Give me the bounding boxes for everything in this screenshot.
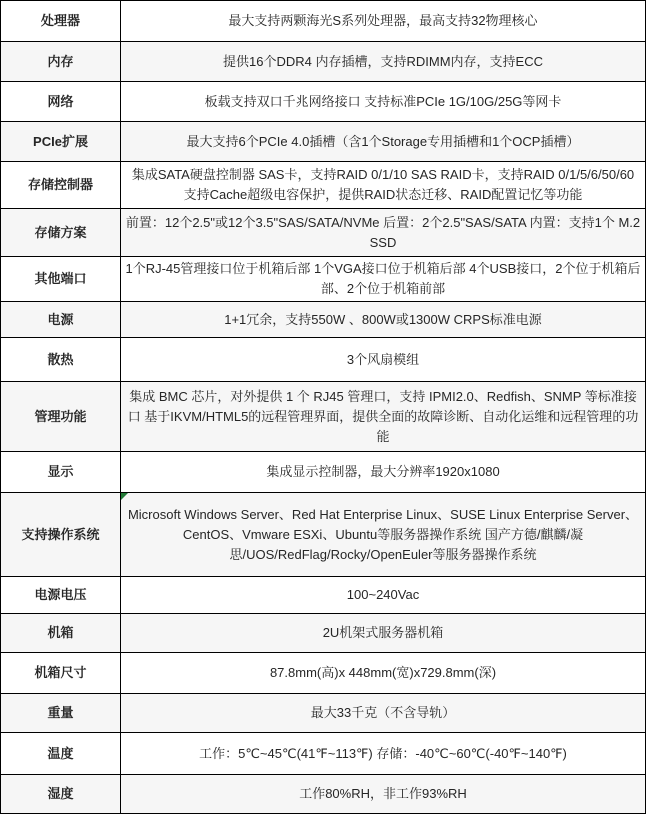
spec-label: 存储方案 bbox=[1, 209, 121, 257]
spec-label: 重量 bbox=[1, 694, 121, 733]
spec-label: 湿度 bbox=[1, 775, 121, 814]
spec-value: 3个风扇模组 bbox=[121, 338, 646, 382]
spec-label: 显示 bbox=[1, 452, 121, 493]
spec-label: 管理功能 bbox=[1, 382, 121, 452]
table-row-storage-controller bbox=[1, 162, 646, 209]
table-row-power bbox=[1, 302, 646, 338]
spec-value: 集成 BMC 芯片，对外提供 1 个 RJ45 管理口，支持 IPMI2.0、Redfish、SNMP 等标准接口 基于IKVM/HTML5的远程管理界面，提供全面的故障诊断、自动化运维和远程管理的功能 bbox=[121, 382, 646, 452]
spec-value: 87.8mm(高)x 448mm(宽)x729.8mm(深) bbox=[121, 653, 646, 694]
spec-label: 散热 bbox=[1, 338, 121, 382]
spec-value-text: Microsoft Windows Server、Red Hat Enterprise Linux、SUSE Linux Enterprise Server、CentOS、Vmware ESXi、Ubuntu等服务器操作系统 国产方德/麒麟/凝思/UOS/RedFlag/Rocky/OpenEuler等服务器操作系统 bbox=[127, 506, 639, 562]
spec-value bbox=[121, 493, 646, 577]
spec-label: 内存 bbox=[1, 42, 121, 82]
spec-value: 最大33千克（不含导轨） bbox=[121, 694, 646, 733]
spec-label: 温度 bbox=[1, 733, 121, 775]
spec-label: 网络 bbox=[1, 82, 121, 122]
table-row-processor bbox=[1, 1, 646, 42]
table-row-chassis-size bbox=[1, 653, 646, 694]
cell-corner-flag-icon bbox=[121, 493, 128, 500]
table-row-humidity bbox=[1, 775, 646, 814]
spec-value: 最大支持6个PCIe 4.0插槽（含1个Storage专用插槽和1个OCP插槽） bbox=[121, 122, 646, 162]
spec-value: 提供16个DDR4 内存插槽，支持RDIMM内存，支持ECC bbox=[121, 42, 646, 82]
spec-value: 最大支持两颗海光S系列处理器，最高支持32物理核心 bbox=[121, 1, 646, 42]
spec-label: 存储控制器 bbox=[1, 162, 121, 209]
spec-label: 其他端口 bbox=[1, 257, 121, 302]
spec-value: 板载支持双口千兆网络接口 支持标准PCIe 1G/10G/25G等网卡 bbox=[121, 82, 646, 122]
spec-label: 机箱 bbox=[1, 614, 121, 653]
table-row-chassis bbox=[1, 614, 646, 653]
table-row-memory bbox=[1, 42, 646, 82]
spec-value: 1个RJ-45管理接口位于机箱后部 1个VGA接口位于机箱后部 4个USB接口，2个位于机箱后部、2个位于机箱前部 bbox=[121, 257, 646, 302]
spec-label: PCIe扩展 bbox=[1, 122, 121, 162]
table-row-other-ports bbox=[1, 257, 646, 302]
spec-table-body bbox=[1, 1, 646, 814]
table-row-management bbox=[1, 382, 646, 452]
spec-value: 1+1冗余，支持550W 、800W或1300W CRPS标准电源 bbox=[121, 302, 646, 338]
spec-label: 支持操作系统 bbox=[1, 493, 121, 577]
table-row-voltage bbox=[1, 577, 646, 614]
table-row-weight bbox=[1, 694, 646, 733]
table-row-cooling bbox=[1, 338, 646, 382]
spec-value: 工作：5℃~45℃(41℉~113℉) 存储：-40℃~60℃(-40℉~140℉) bbox=[121, 733, 646, 775]
table-row-supported-os bbox=[1, 493, 646, 577]
table-row-pcie bbox=[1, 122, 646, 162]
spec-value: 工作80%RH，非工作93%RH bbox=[121, 775, 646, 814]
table-row-temperature bbox=[1, 733, 646, 775]
spec-value: 集成SATA硬盘控制器 SAS卡，支持RAID 0/1/10 SAS RAID卡，支持RAID 0/1/5/6/50/60 支持Cache超级电容保护，提供RAID状态迁移、RAID配置记忆等功能 bbox=[121, 162, 646, 209]
spec-value: 2U机架式服务器机箱 bbox=[121, 614, 646, 653]
spec-value: 前置：12个2.5"或12个3.5"SAS/SATA/NVMe 后置：2个2.5"SAS/SATA 内置：支持1个 M.2 SSD bbox=[121, 209, 646, 257]
spec-label: 机箱尺寸 bbox=[1, 653, 121, 694]
table-row-network bbox=[1, 82, 646, 122]
table-row-display bbox=[1, 452, 646, 493]
spec-label: 电源 bbox=[1, 302, 121, 338]
spec-label: 处理器 bbox=[1, 1, 121, 42]
spec-value: 100~240Vac bbox=[121, 577, 646, 614]
table-row-storage-plan bbox=[1, 209, 646, 257]
spec-label: 电源电压 bbox=[1, 577, 121, 614]
spec-value: 集成显示控制器，最大分辨率1920x1080 bbox=[121, 452, 646, 493]
